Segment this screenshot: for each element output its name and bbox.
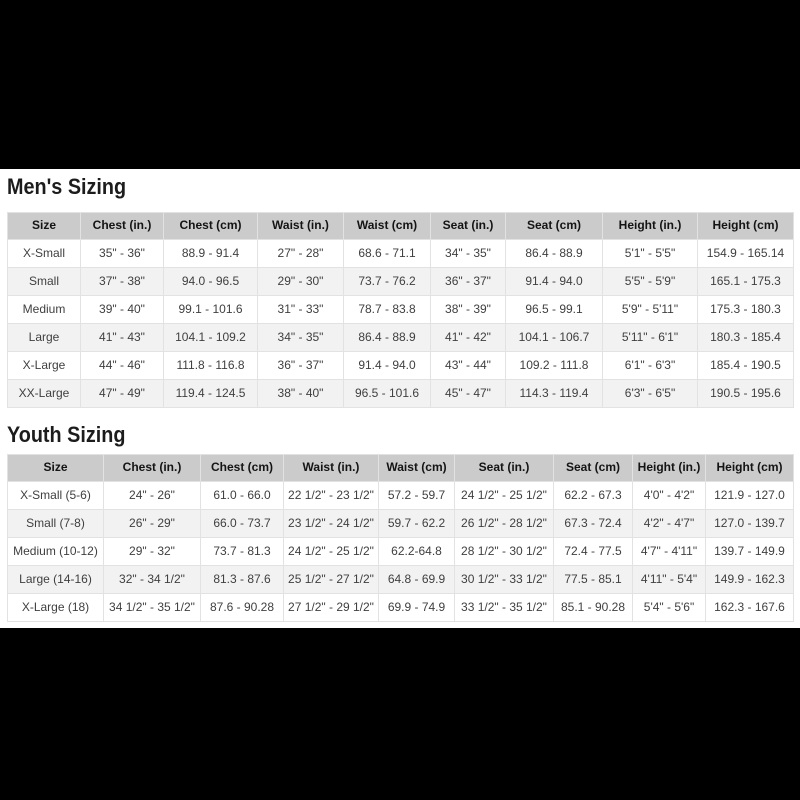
table-cell: 26" - 29"	[104, 510, 201, 538]
column-header: Size	[8, 455, 104, 482]
table-cell: 47" - 49"	[81, 380, 164, 408]
column-header: Chest (cm)	[201, 455, 284, 482]
table-cell: 5'1" - 5'5"	[603, 240, 698, 268]
table-row	[8, 324, 794, 352]
table-cell: 86.4 - 88.9	[506, 240, 603, 268]
table-cell: 73.7 - 76.2	[344, 268, 431, 296]
table-cell: 91.4 - 94.0	[506, 268, 603, 296]
table-cell: 62.2-64.8	[379, 538, 455, 566]
table-row	[8, 594, 794, 622]
table-cell: 62.2 - 67.3	[554, 482, 633, 510]
table-cell: Medium	[8, 296, 81, 324]
table-cell: 34" - 35"	[431, 240, 506, 268]
column-header: Seat (cm)	[554, 455, 633, 482]
table-cell: 6'3" - 6'5"	[603, 380, 698, 408]
table-cell: 25 1/2" - 27 1/2"	[284, 566, 379, 594]
table-cell: 64.8 - 69.9	[379, 566, 455, 594]
column-header: Height (cm)	[706, 455, 794, 482]
mens-sizing-heading: Men's Sizing	[7, 174, 127, 199]
table-cell: 185.4 - 190.5	[698, 352, 794, 380]
table-cell: 37" - 38"	[81, 268, 164, 296]
table-cell: 35" - 36"	[81, 240, 164, 268]
youth-sizing-heading: Youth Sizing	[7, 422, 126, 447]
table-cell: Small (7-8)	[8, 510, 104, 538]
table-cell: 127.0 - 139.7	[706, 510, 794, 538]
table-cell: 109.2 - 111.8	[506, 352, 603, 380]
table-cell: 38" - 40"	[258, 380, 344, 408]
table-cell: 68.6 - 71.1	[344, 240, 431, 268]
table-cell: Medium (10-12)	[8, 538, 104, 566]
table-cell: 66.0 - 73.7	[201, 510, 284, 538]
table-cell: X-Small	[8, 240, 81, 268]
column-header: Size	[8, 213, 81, 240]
top-black-bar	[0, 0, 800, 169]
table-row	[8, 566, 794, 594]
table-cell: 43" - 44"	[431, 352, 506, 380]
table-cell: 59.7 - 62.2	[379, 510, 455, 538]
table-row	[8, 538, 794, 566]
table-cell: XX-Large	[8, 380, 81, 408]
table-cell: 165.1 - 175.3	[698, 268, 794, 296]
table-cell: 5'9" - 5'11"	[603, 296, 698, 324]
table-cell: 36" - 37"	[258, 352, 344, 380]
table-cell: 24" - 26"	[104, 482, 201, 510]
column-header: Waist (in.)	[258, 213, 344, 240]
table-cell: 96.5 - 101.6	[344, 380, 431, 408]
table-cell: 4'2" - 4'7"	[633, 510, 706, 538]
table-cell: 57.2 - 59.7	[379, 482, 455, 510]
table-row	[8, 482, 794, 510]
table-cell: 154.9 - 165.14	[698, 240, 794, 268]
table-row	[8, 352, 794, 380]
table-row	[8, 296, 794, 324]
header-row	[8, 455, 794, 482]
table-cell: 72.4 - 77.5	[554, 538, 633, 566]
mens-sizing-table	[7, 212, 794, 408]
column-header: Waist (in.)	[284, 455, 379, 482]
table-cell: 27" - 28"	[258, 240, 344, 268]
table-cell: 91.4 - 94.0	[344, 352, 431, 380]
table-cell: 139.7 - 149.9	[706, 538, 794, 566]
table-row	[8, 510, 794, 538]
table-cell: 87.6 - 90.28	[201, 594, 284, 622]
column-header: Seat (in.)	[431, 213, 506, 240]
table-cell: 190.5 - 195.6	[698, 380, 794, 408]
table-cell: Small	[8, 268, 81, 296]
table-cell: 32" - 34 1/2"	[104, 566, 201, 594]
column-header: Height (cm)	[698, 213, 794, 240]
table-cell: 41" - 43"	[81, 324, 164, 352]
table-cell: X-Small (5-6)	[8, 482, 104, 510]
table-cell: 4'11" - 5'4"	[633, 566, 706, 594]
table-cell: 36" - 37"	[431, 268, 506, 296]
table-cell: 104.1 - 109.2	[164, 324, 258, 352]
table-cell: X-Large	[8, 352, 81, 380]
table-cell: X-Large (18)	[8, 594, 104, 622]
table-cell: 39" - 40"	[81, 296, 164, 324]
table-cell: 29" - 32"	[104, 538, 201, 566]
column-header: Chest (in.)	[81, 213, 164, 240]
column-header: Seat (cm)	[506, 213, 603, 240]
table-row	[8, 380, 794, 408]
column-header: Chest (cm)	[164, 213, 258, 240]
table-cell: 24 1/2" - 25 1/2"	[455, 482, 554, 510]
table-cell: 81.3 - 87.6	[201, 566, 284, 594]
table-cell: 5'4" - 5'6"	[633, 594, 706, 622]
table-cell: 149.9 - 162.3	[706, 566, 794, 594]
table-cell: 94.0 - 96.5	[164, 268, 258, 296]
size-chart-section	[0, 169, 800, 628]
table-cell: 38" - 39"	[431, 296, 506, 324]
table-cell: 88.9 - 91.4	[164, 240, 258, 268]
table-cell: 44" - 46"	[81, 352, 164, 380]
table-cell: 96.5 - 99.1	[506, 296, 603, 324]
table-cell: 162.3 - 167.6	[706, 594, 794, 622]
column-header: Height (in.)	[603, 213, 698, 240]
column-header: Waist (cm)	[379, 455, 455, 482]
header-row	[8, 213, 794, 240]
youth-sizing-table	[7, 454, 794, 622]
table-cell: 28 1/2" - 30 1/2"	[455, 538, 554, 566]
table-cell: 4'0" - 4'2"	[633, 482, 706, 510]
table-cell: 29" - 30"	[258, 268, 344, 296]
table-cell: 77.5 - 85.1	[554, 566, 633, 594]
table-cell: 41" - 42"	[431, 324, 506, 352]
table-cell: 34 1/2" - 35 1/2"	[104, 594, 201, 622]
table-cell: 61.0 - 66.0	[201, 482, 284, 510]
table-cell: 45" - 47"	[431, 380, 506, 408]
table-cell: 34" - 35"	[258, 324, 344, 352]
table-cell: 119.4 - 124.5	[164, 380, 258, 408]
table-cell: 180.3 - 185.4	[698, 324, 794, 352]
table-cell: 69.9 - 74.9	[379, 594, 455, 622]
column-header: Height (in.)	[633, 455, 706, 482]
table-cell: 33 1/2" - 35 1/2"	[455, 594, 554, 622]
bottom-black-bar	[0, 628, 800, 800]
table-cell: 27 1/2" - 29 1/2"	[284, 594, 379, 622]
table-cell: 23 1/2" - 24 1/2"	[284, 510, 379, 538]
table-cell: 67.3 - 72.4	[554, 510, 633, 538]
table-cell: 99.1 - 101.6	[164, 296, 258, 324]
table-cell: 4'7" - 4'11"	[633, 538, 706, 566]
table-cell: 30 1/2" - 33 1/2"	[455, 566, 554, 594]
table-cell: 114.3 - 119.4	[506, 380, 603, 408]
table-cell: 121.9 - 127.0	[706, 482, 794, 510]
table-row	[8, 240, 794, 268]
table-cell: 78.7 - 83.8	[344, 296, 431, 324]
table-cell: 86.4 - 88.9	[344, 324, 431, 352]
table-cell: 24 1/2" - 25 1/2"	[284, 538, 379, 566]
table-cell: Large	[8, 324, 81, 352]
table-cell: Large (14-16)	[8, 566, 104, 594]
table-cell: 31" - 33"	[258, 296, 344, 324]
column-header: Seat (in.)	[455, 455, 554, 482]
table-cell: 26 1/2" - 28 1/2"	[455, 510, 554, 538]
table-cell: 5'5" - 5'9"	[603, 268, 698, 296]
table-cell: 6'1" - 6'3"	[603, 352, 698, 380]
table-cell: 104.1 - 106.7	[506, 324, 603, 352]
column-header: Chest (in.)	[104, 455, 201, 482]
table-row	[8, 268, 794, 296]
table-cell: 111.8 - 116.8	[164, 352, 258, 380]
table-cell: 22 1/2" - 23 1/2"	[284, 482, 379, 510]
table-cell: 85.1 - 90.28	[554, 594, 633, 622]
table-cell: 73.7 - 81.3	[201, 538, 284, 566]
column-header: Waist (cm)	[344, 213, 431, 240]
table-cell: 175.3 - 180.3	[698, 296, 794, 324]
table-cell: 5'11" - 6'1"	[603, 324, 698, 352]
